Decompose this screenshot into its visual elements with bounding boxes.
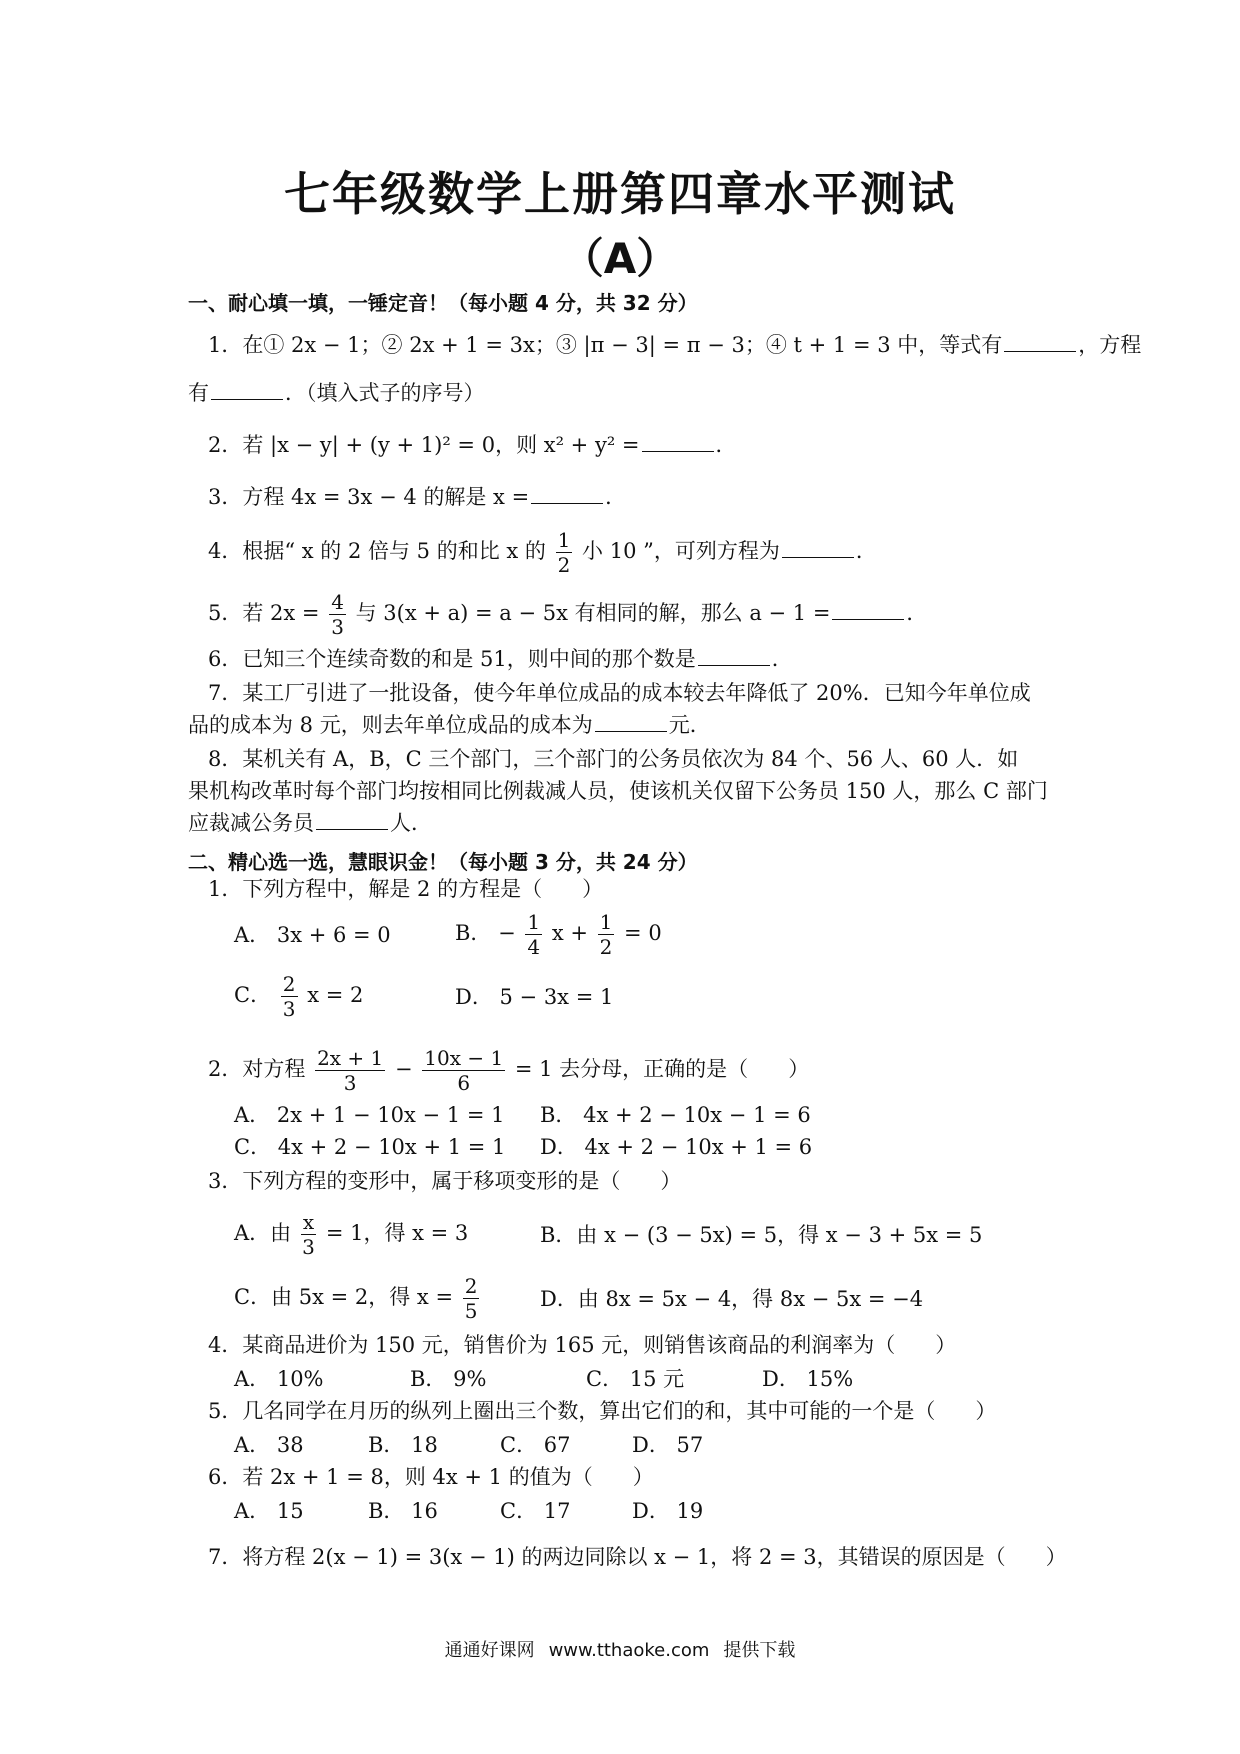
fraction: $\frac{2x + 1}{3}$	[317, 1046, 384, 1095]
question-1-5: 5．若 2x = $\frac{4}{3}$ 与 3(x + a) = a − 5x 有相同的解，那么 a − 1 = ．	[208, 590, 928, 639]
answer-blank[interactable]	[316, 811, 388, 830]
question-1-8-continued: 果机构改革时每个部门均按相同比例裁减人员，使该机关仅留下公务员 150 人，那么 C 部门	[188, 779, 1048, 803]
option-a[interactable]: A． 3x + 6 = 0	[234, 923, 391, 947]
page-title: 七年级数学上册第四章水平测试	[284, 167, 956, 221]
footer-site-name: 通通好课网	[444, 1640, 535, 1661]
question-2-4: 4．某商品进价为 150 元，销售价为 165 元，则销售该商品的利润率为（ ）	[208, 1333, 957, 1357]
question-1-1-continued: 有 ．（填入式子的序号）	[188, 381, 485, 405]
option-d[interactable]: D． 4x + 2 − 10x + 1 = 6	[540, 1135, 813, 1159]
option-b[interactable]: B． 9%	[410, 1367, 487, 1391]
fraction: $\frac{x}{3}$	[302, 1210, 315, 1259]
answer-blank[interactable]	[531, 485, 603, 504]
question-2-6: 6．若 2x + 1 = 8，则 4x + 1 的值为（ ）	[208, 1465, 654, 1489]
question-1-8: 8．某机关有 A，B，C 三个部门，三个部门的公务员依次为 84 个、56 人、60 人．如	[208, 747, 1019, 771]
question-1-2: 2．若 |x − y| + (y + 1)² = 0，则 x² + y² = ．	[208, 433, 737, 457]
option-b[interactable]: B． 4x + 2 − 10x − 1 = 6	[540, 1103, 811, 1127]
option-c[interactable]: C． 67	[500, 1433, 571, 1457]
option-c[interactable]: C． 15 元	[586, 1367, 685, 1391]
option-a[interactable]: A．由 $\frac{x}{3}$ = 1，得 x = 3	[234, 1210, 469, 1259]
option-c[interactable]: C． $\frac{2}{3}$ x = 2	[234, 972, 364, 1021]
answer-blank[interactable]	[782, 539, 854, 558]
option-d[interactable]: D． 57	[632, 1433, 704, 1457]
answer-blank[interactable]	[595, 713, 667, 732]
option-c[interactable]: C． 4x + 2 − 10x + 1 = 1	[234, 1135, 506, 1159]
option-d[interactable]: D． 15%	[762, 1367, 854, 1391]
option-a[interactable]: A． 15	[234, 1499, 304, 1523]
option-b[interactable]: B． − $\frac{1}{4}$ x + $\frac{1}{2}$ = 0	[455, 910, 662, 959]
question-1-4: 4．根据“ x 的 2 倍与 5 的和比 x 的 $\frac{1}{2}$ 小 10 ”，可列方程为 ．	[208, 528, 877, 577]
question-2-3: 3．下列方程的变形中，属于移项变形的是（ ）	[208, 1169, 682, 1193]
question-1-7: 7．某工厂引进了一批设备，使今年单位成品的成本较去年降低了 20%．已知今年单位成	[208, 681, 1031, 705]
footer-url[interactable]: www.tthaoke.com	[548, 1640, 710, 1661]
fraction: $\frac{2}{3}$	[282, 972, 296, 1021]
option-d[interactable]: D．由 8x = 5x − 4，得 8x − 5x = −4	[540, 1287, 924, 1311]
option-a[interactable]: A． 2x + 1 − 10x − 1 = 1	[234, 1103, 505, 1127]
fraction: $\frac{1}{4}$	[527, 910, 541, 959]
section-1-heading: 一、耐心填一填，一锤定音！（每小题 4 分，共 32 分）	[188, 291, 698, 315]
answer-blank[interactable]	[211, 381, 283, 400]
question-2-2: 2．对方程 $\frac{2x + 1}{3}$ − $\frac{10x - 1}{6}$ = 1 去分母，正确的是（ ）	[208, 1046, 810, 1095]
option-d[interactable]: D． 5 − 3x = 1	[455, 985, 614, 1009]
option-c[interactable]: C．由 5x = 2，得 x = $\frac{2}{5}$	[234, 1274, 478, 1323]
question-2-7: 7．将方程 2(x − 1) = 3(x − 1) 的两边同除以 x − 1，将 2 = 3，其错误的原因是（ ）	[208, 1545, 1067, 1569]
option-a[interactable]: A． 38	[234, 1433, 304, 1457]
question-1-3: 3．方程 4x = 3x − 4 的解是 x = ．	[208, 485, 627, 509]
option-d[interactable]: D． 19	[632, 1499, 704, 1523]
answer-blank[interactable]	[832, 601, 904, 620]
page-subtitle: （A）	[561, 234, 679, 283]
option-b[interactable]: B．由 x − (3 − 5x) = 5，得 x − 3 + 5x = 5	[540, 1223, 983, 1247]
fraction: $\frac{10x - 1}{6}$	[424, 1046, 504, 1095]
question-1-7-continued: 品的成本为 8 元，则去年单位成品的成本为 元．	[188, 713, 711, 737]
question-1-8-end: 应裁减公务员 人．	[188, 811, 432, 835]
option-a[interactable]: A． 10%	[234, 1367, 324, 1391]
option-b[interactable]: B． 16	[368, 1499, 438, 1523]
question-1-6: 6．已知三个连续奇数的和是 51，则中间的那个数是 ．	[208, 647, 793, 671]
fraction: $\frac{1}{2}$	[599, 910, 613, 959]
fraction: $\frac{4}{3}$	[331, 590, 344, 639]
fraction: $\frac{1}{2}$	[557, 528, 571, 577]
answer-blank[interactable]	[1004, 333, 1076, 352]
question-2-5: 5．几名同学在月历的纵列上圈出三个数，算出它们的和，其中可能的一个是（ ）	[208, 1399, 997, 1423]
option-c[interactable]: C． 17	[500, 1499, 571, 1523]
answer-blank[interactable]	[642, 433, 714, 452]
question-2-1: 1．下列方程中，解是 2 的方程是（ ）	[208, 877, 604, 901]
section-2-heading: 二、精心选一选，慧眼识金！（每小题 3 分，共 24 分）	[188, 850, 698, 874]
page-footer	[0, 1636, 1240, 1662]
fraction: $\frac{2}{5}$	[464, 1274, 478, 1323]
footer-note: 提供下载	[723, 1640, 796, 1661]
question-1-1: 1．在① 2x − 1；② 2x + 1 = 3x；③ |π − 3| = π − 3；④ t + 1 = 3 中，等式有 ，方程	[208, 333, 1142, 357]
answer-blank[interactable]	[698, 647, 770, 666]
option-b[interactable]: B． 18	[368, 1433, 438, 1457]
